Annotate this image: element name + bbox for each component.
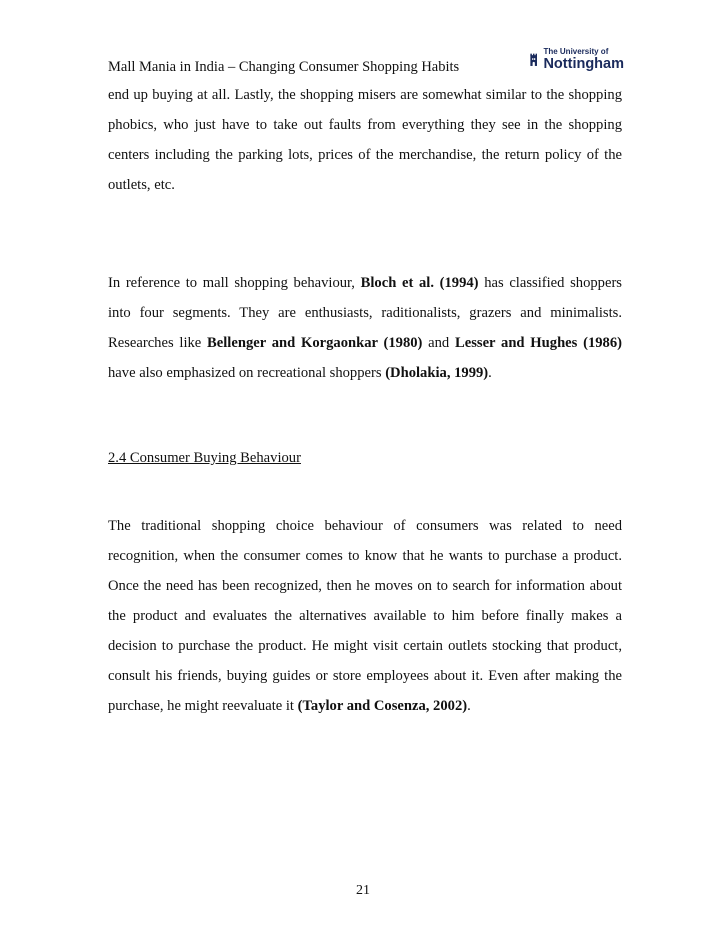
paragraph-2-text-3: and <box>422 335 455 351</box>
paragraph-2-text-1: In reference to mall shopping behaviour, <box>108 275 361 291</box>
paragraph-1: end up buying at all. Lastly, the shopping misers are somewhat similar to the shopping phobics, who just have to take out faults from everything they see in the shopping centers including the parking lots, prices of the merchandise, the return policy of the outlets, etc. <box>108 87 622 193</box>
paragraph-2-text-2: has classified shoppers into four segments. They are enthusiasts, raditionalists, grazers and minimalists. Researches like <box>108 275 622 351</box>
citation-lesser: Lesser and Hughes (1986) <box>455 335 622 351</box>
paragraph-2-text-5: . <box>488 365 492 381</box>
paragraph-3-text-2: . <box>467 698 471 714</box>
paragraph-3 <box>108 511 622 721</box>
logo-line-2: Nottingham <box>543 56 624 73</box>
paragraph-2-text-4: have also emphasized on recreational shoppers <box>108 365 386 381</box>
running-header-title: Mall Mania in India – Changing Consumer Shopping Habits <box>108 59 460 75</box>
citation-bellenger: Bellenger and Korgaonkar (1980) <box>207 335 423 351</box>
castle-crest-icon <box>530 43 537 77</box>
citation-taylor: (Taylor and Cosenza, 2002) <box>297 698 468 714</box>
paragraph-3-text-1: The traditional shopping choice behaviour of consumers was related to need recognition, when the consumer comes to know that he wants to purchase a product. Once the need has been recognized, then he moves on to search for information about the product and evaluates the alternatives available to him before finally makes a decision to purchase the product. He might visit certain outlets stocking that product, consult his friends, buying guides or store employees about it. Even after making the purchase, he might reevaluate it <box>108 518 622 714</box>
page-number: 21 <box>356 883 370 898</box>
citation-bloch: Bloch et al. (1994) <box>360 275 479 291</box>
logo-line-1: The University of <box>543 47 609 57</box>
paragraph-2 <box>108 268 622 388</box>
university-logo <box>530 40 624 80</box>
citation-dholakia: (Dholakia, 1999) <box>385 365 489 381</box>
section-heading: 2.4 Consumer Buying Behaviour <box>108 450 301 466</box>
